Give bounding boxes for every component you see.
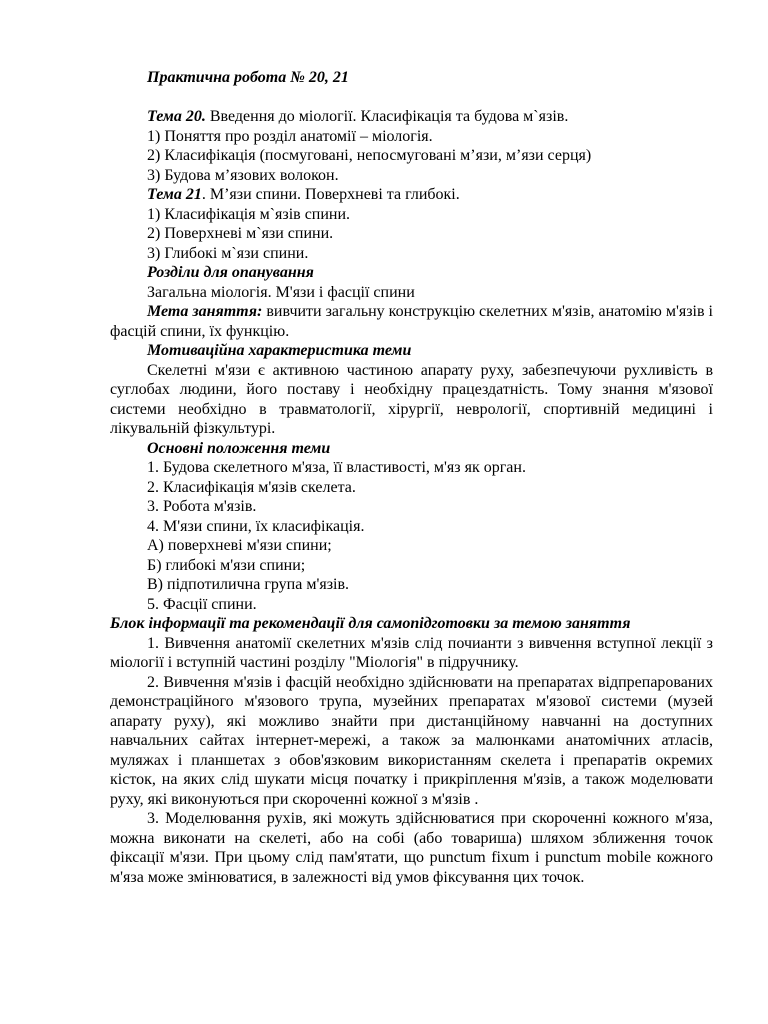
main-points-item: 4. М'язи спини, їх класифікація. (147, 517, 365, 535)
main-points-item: 1. Будова скелетного м'яза, її властивості, м'яз як орган. (147, 459, 526, 476)
topic-21-label: Тема 21 (147, 186, 202, 203)
motivation-heading: Мотиваційна характеристика теми (147, 342, 412, 359)
topic-21-item: 3) Глибокі м`язи спини. (147, 244, 309, 262)
goal-label: Мета заняття: (147, 303, 263, 320)
info-block-heading: Блок інформації та рекомендації для самопідготовки за темою заняття (110, 615, 631, 632)
topic-21-item: 2) Поверхневі м`язи спини. (147, 225, 334, 242)
goal-text: вивчити загальну конструкцію скелетних м'язів, анатомію м'язів і фасцій спини, їх функцію. (110, 303, 714, 340)
topic-20-line (110, 107, 713, 127)
page-title: Практична робота № 20, 21 (147, 69, 349, 86)
topic-21-text: . М’язи спини. Поверхневі та глибокі. (201, 186, 460, 203)
topic-20-item: 2) Класифікація (посмуговані, непосмуговані м’язи, м’язи серця) (147, 147, 592, 164)
sections-text: Загальна міологія. М'язи і фасції спини (147, 283, 415, 301)
info-paragraph: 2. Вивчення м'язів і фасцій необхідно здійснювати на препаратах відпрепарованих демонстраційного м'язового трупа, музейних препаратах м'язової системи (музей апарату руху), які можливо знайти при дистанційному навчанні на доступних навчальних сайтах інтернет-мережі, а також за малюнками анатомічних атласів, муляжах і планшетах з обов'язковим використанням скелета і препаратів окремих кісток, на яких слід шукати місця початку і прикріплення м'язів, а також моделювати руху, які виконуються при скороченні кожної з м'язів . (110, 673, 713, 808)
info-paragraph: 1. Вивчення анатомії скелетних м'язів слід почианти з вивчення вступної лекції з міології і вступній частині розділу "Міологія" в підручнику. (110, 634, 713, 671)
main-points-heading: Основні положення теми (147, 439, 331, 457)
main-points-item: 2. Класифікація м'язів скелета. (147, 478, 356, 496)
main-points-item: В) підпотилична група м'язів. (147, 576, 350, 593)
goal-paragraph (110, 302, 713, 341)
topic-21-line (110, 185, 713, 205)
topic-20-item: 3) Будова м’язових волокон. (147, 166, 339, 184)
sections-heading: Розділи для опанування (147, 264, 314, 281)
spacer (110, 88, 713, 108)
main-points-item: А) поверхневі м'язи спини; (147, 537, 332, 554)
motivation-text: Скелетні м'язи є активною частиною апарату руху, забезпечуючи рухливість в суглобах людини, його поставу і необхідну працездатність. Тому знання м'язової системи необхідно в травматології, хірургії, неврології, спортивній медицині і лікувальній фізкультурі. (110, 361, 713, 437)
main-points-item: Б) глибокі м'язи спини; (147, 556, 306, 574)
topic-20-item: 1) Поняття про розділ анатомії – міологія. (147, 127, 433, 145)
topic-21-item: 1) Класифікація м`язів спини. (147, 205, 351, 223)
info-paragraph: 3. Моделювання рухів, які можуть здійснюватися при скороченні кожного м'яза, можна виконати на скелеті, або на собі (або товариша) шляхом зближення точок фіксації м'язи. При цьому слід пам'ятати, що punctum fixum і punctum mobile кожного м'яза може змінюватися, в залежності від умов фіксування цих точок. (110, 810, 713, 886)
main-points-item: 3. Робота м'язів. (147, 498, 257, 515)
topic-20-text: Введення до міології. Класифікація та будова м`язів. (205, 108, 569, 125)
topic-20-label: Тема 20. (147, 108, 206, 125)
main-points-item: 5. Фасції спини. (147, 595, 257, 613)
